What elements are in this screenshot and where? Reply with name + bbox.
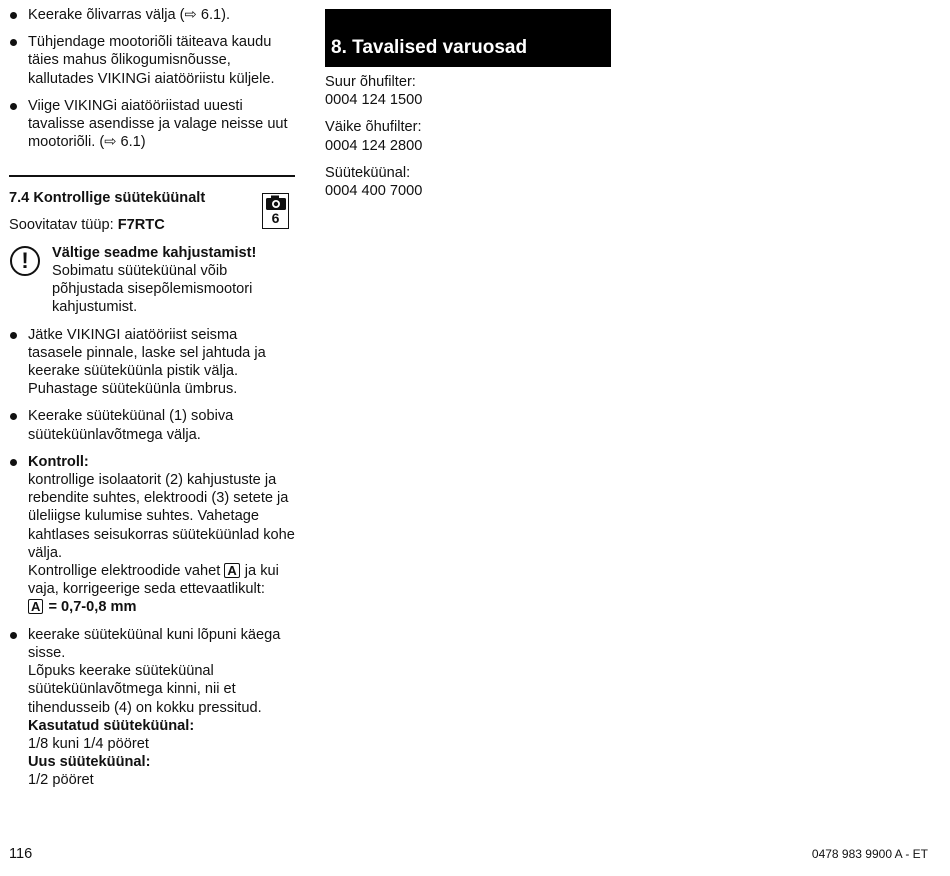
recommended-type-value: F7RTC — [117, 216, 165, 233]
list-item — [9, 453, 295, 617]
part-number: 0004 124 1500 — [325, 92, 423, 109]
part-item — [325, 164, 611, 200]
list-item — [9, 326, 295, 399]
left-column — [9, 6, 295, 799]
camera-reference-box — [262, 193, 289, 229]
bullet-icon — [10, 632, 17, 639]
bullet-icon — [10, 39, 17, 46]
camera-number: 6 — [271, 210, 280, 226]
part-number: 0004 124 2800 — [325, 137, 423, 154]
tighten-step: Lõpuks keerake süüteküünal süüteküünlavõtmega kinni, nii et tihendusseib (4) on kokku pressitud. — [28, 663, 262, 716]
used-plug-value: 1/8 kuni 1/4 pööret — [28, 735, 149, 752]
recommended-type-label: Soovitatav tüüp: — [9, 216, 118, 233]
list-item-text: Jätke VIKINGI aiatööriist seisma tasasele pinnale, laske sel jahtuda ja keerake süüteküünla pistik välja. Puhastage süüteküünla ümbrus. — [28, 326, 266, 398]
exclamation-circle-icon: ! — [10, 246, 40, 276]
list-item-text: Keerake õlivarras välja (⇨ 6.1). — [28, 7, 231, 23]
page-number: 116 — [9, 846, 33, 862]
install-step: keerake süüteküünal kuni lõpuni käega sisse. — [28, 626, 281, 661]
used-plug-title: Kasutatud süüteküünal: — [28, 717, 195, 734]
part-item — [325, 73, 611, 109]
boxed-letter-a: A — [28, 599, 43, 614]
section-title: 7.4 Kontrollige süüteküünalt — [9, 190, 206, 207]
part-item — [325, 118, 611, 154]
check-title: Kontroll: — [28, 453, 89, 470]
gap-text-pre: Kontrollige elektroodide vahet — [28, 563, 225, 580]
bullet-icon — [10, 12, 17, 19]
list-item-text: Tühjendage mootoriõli täiteava kaudu täies mahus õlikogumisnõusse, kallutades VIKINGi aiatööriistu küljele. — [28, 34, 275, 87]
part-number: 0004 400 7000 — [325, 183, 423, 200]
bullet-icon — [10, 459, 17, 466]
list-item — [9, 6, 295, 24]
boxed-letter-a: A — [224, 563, 239, 578]
warning-notice — [9, 244, 295, 317]
bullet-icon — [10, 413, 17, 420]
list-item — [9, 407, 295, 443]
gap-value — [28, 598, 295, 616]
camera-icon — [265, 195, 287, 211]
part-label: Väike õhufilter: — [325, 119, 422, 136]
bullet-icon — [10, 103, 17, 110]
list-item — [9, 33, 295, 88]
new-plug-title: Uus süüteküünal: — [28, 754, 151, 771]
gap-value-text: = 0,7-0,8 mm — [44, 599, 137, 616]
chapter-heading-text: 8. Tavalised varuosad — [331, 37, 528, 58]
warning-title: Vältige seadme kahjustamist! — [52, 244, 257, 261]
gap-text-post: ja kui vaja, korrigeerige seda ettevaatlikult: — [28, 563, 279, 598]
list-item-text: Viige VIKINGi aiatööriistad uuesti tavalisse asendisse ja valage neisse uut mootoriõli. (⇨ 6.1) — [28, 97, 288, 151]
list-item — [9, 97, 295, 152]
document-code: 0478 983 9900 A - ET — [811, 847, 928, 861]
bullet-icon — [10, 332, 17, 339]
part-label: Süüteküünal: — [325, 164, 411, 181]
section-divider — [9, 175, 295, 177]
warning-body: Sobimatu süüteküünal võib põhjustada sisepõlemismootori kahjustumist. — [52, 263, 253, 316]
gap-instruction — [28, 562, 295, 598]
new-plug-value: 1/2 pööret — [28, 772, 94, 789]
right-column — [325, 9, 611, 209]
recommended-type — [9, 216, 295, 234]
list-item — [9, 626, 295, 790]
list-item-text: Keerake süüteküünal (1) sobiva süüteküünlavõtmega välja. — [28, 408, 234, 443]
check-body: kontrollige isolaatorit (2) kahjustuste ja rebendite suhtes, elektroodi (3) setete ja üleliigse kulumise suhtes. Vahetage kahtlases seisukorras süüteküünlad kohe välja. — [28, 472, 295, 561]
chapter-heading — [325, 9, 611, 67]
part-label: Suur õhufilter: — [325, 74, 416, 90]
